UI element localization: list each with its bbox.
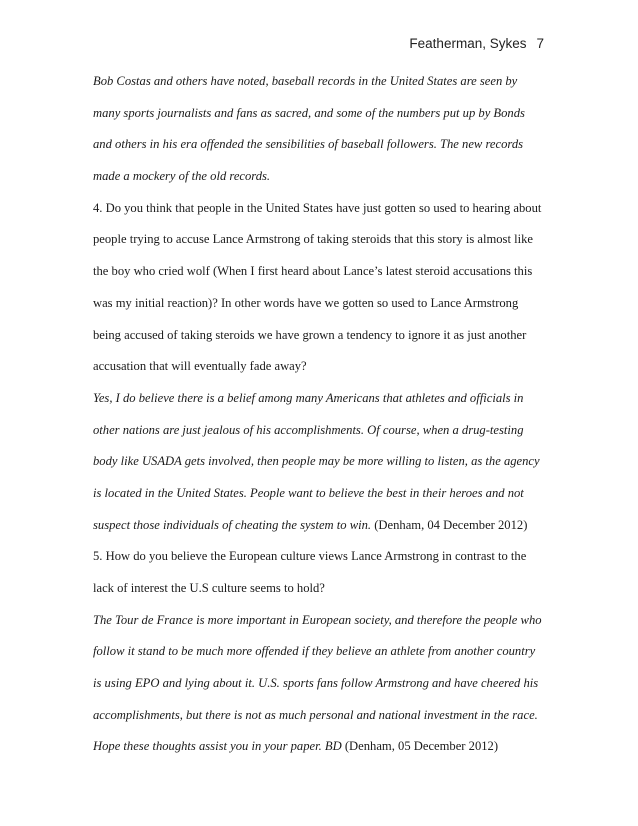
line-text: 5. How do you believe the European culture views Lance Armstrong in contrast to the: [93, 549, 527, 564]
text-line: [93, 129, 553, 161]
line-text: follow it stand to be much more offended if they believe an athlete from another country: [93, 644, 536, 659]
line-text: lack of interest the U.S culture seems to hold?: [93, 581, 325, 595]
line-text: accomplishments, but there is not as much personal and national investment in the race.: [93, 707, 538, 722]
line-text: the boy who cried wolf (When I first heard about Lance’s latest steroid accusations this: [93, 264, 533, 279]
text-line: [93, 700, 553, 732]
line-text: is using EPO and lying about it. U.S. sports fans follow Armstrong and have cheered his: [93, 676, 539, 691]
text-line: [93, 383, 553, 415]
text-line: [93, 193, 553, 225]
line-text: many sports journalists and fans as sacred, and some of the numbers put up by Bonds: [93, 105, 525, 120]
line-text: Bob Costas and others have noted, baseball records in the United States are seen by: [93, 74, 518, 88]
text-line: [93, 668, 553, 700]
citation: (Denham, 04 December 2012): [371, 517, 528, 532]
text-line: [93, 731, 553, 763]
citation: (Denham, 05 December 2012): [341, 739, 499, 754]
line-text: other nations are just jealous of his accomplishments. Of course, when a drug-testing: [93, 422, 524, 437]
line-text: 4. Do you think that people in the United States have just gotten so used to hearing about: [93, 200, 542, 215]
text-line: [93, 224, 553, 256]
text-line: [93, 541, 553, 573]
line-text: body like USADA gets involved, then people may be more willing to listen, as the agency: [93, 454, 540, 469]
line-text: made a mockery of the old records.: [93, 169, 271, 184]
line-text: and others in his era offended the sensibilities of baseball followers. The new records: [93, 137, 524, 152]
line-text: people trying to accuse Lance Armstrong of taking steroids that this story is almost like: [93, 232, 533, 247]
line-text: is located in the United States. People want to believe the best in their heroes and not: [93, 485, 524, 500]
line-text: being accused of taking steroids we have grown a tendency to ignore it as just another: [93, 327, 527, 342]
body-text: [93, 66, 553, 763]
text-line: [93, 636, 553, 668]
text-line: [93, 351, 553, 383]
text-line: [93, 510, 553, 542]
text-line: [93, 446, 553, 478]
line-text: Hope these thoughts assist you in your paper. BD: [93, 739, 342, 754]
line-text: was my initial reaction)? In other words have we gotten so used to Lance Armstrong: [93, 295, 519, 310]
text-line: [93, 478, 553, 510]
text-line: [93, 161, 553, 193]
text-line: [93, 66, 553, 98]
line-text: Yes, I do believe there is a belief among many Americans that athletes and officials in: [93, 390, 524, 405]
text-line: [93, 256, 553, 288]
text-line: [93, 98, 553, 130]
text-line: [93, 320, 553, 352]
line-text: The Tour de France is more important in European society, and therefore the people who: [93, 612, 542, 627]
text-line: [93, 573, 553, 605]
text-line: [93, 288, 553, 320]
text-line: [93, 605, 553, 637]
page-number: 7: [536, 36, 544, 51]
author-names: Featherman, Sykes: [409, 36, 527, 51]
line-text: suspect those individuals of cheating the system to win.: [93, 517, 372, 532]
line-text: accusation that will eventually fade away?: [93, 359, 307, 374]
running-head: [409, 36, 544, 51]
text-line: [93, 415, 553, 447]
